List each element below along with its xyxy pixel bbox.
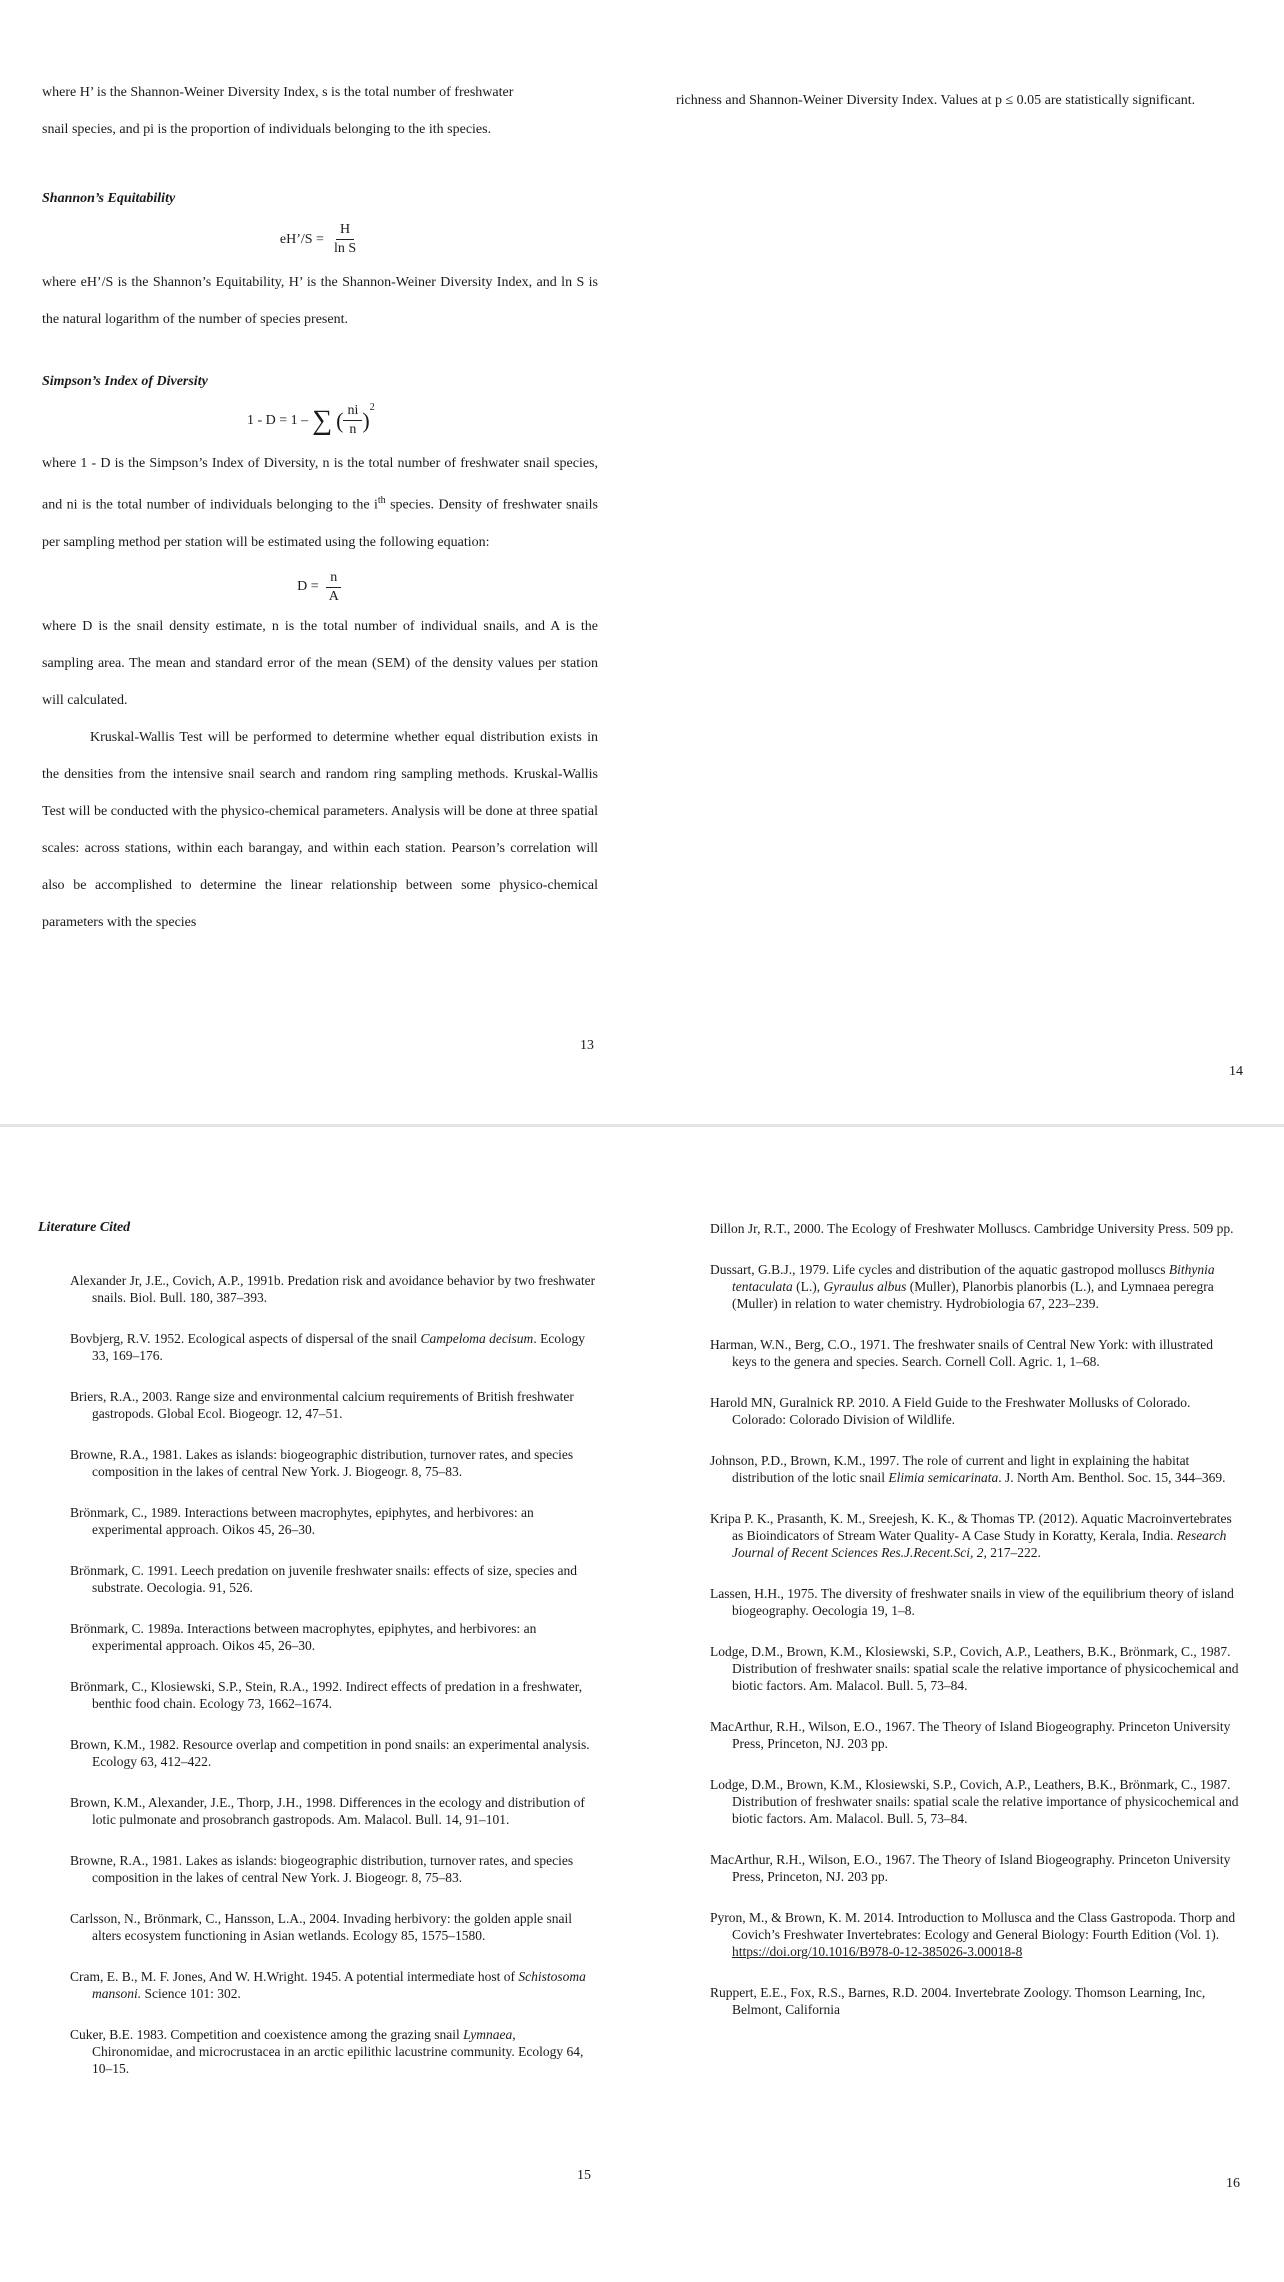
eq1-denominator: ln S	[333, 241, 357, 256]
reference-text: Brönmark, C., Klosiewski, S.P., Stein, R.A., 1992. Indirect effects of predation in a freshwater, benthic food chain. Ecology 73, 1662–1674.	[70, 1679, 583, 1711]
reference-entry	[70, 1968, 598, 2002]
reference-entry	[70, 1272, 598, 1306]
page-number-13: 13	[580, 1038, 594, 1053]
page-15	[38, 1220, 598, 2101]
reference-text: (L.),	[792, 1279, 824, 1294]
reference-entry	[710, 1394, 1240, 1428]
page-16	[710, 1220, 1240, 2042]
reference-text: Browne, R.A., 1981. Lakes as islands: biogeographic distribution, turnover rates, and species composition in the lakes of central New York. J. Biogeogr. 8, 75–83.	[70, 1447, 574, 1479]
reference-entry	[710, 1336, 1240, 1370]
equitability-equation	[42, 221, 598, 258]
reference-entry	[70, 1910, 598, 1944]
page-14-text: richness and Shannon-Weiner Diversity Index. Values at p ≤ 0.05 are statistically significant.	[676, 93, 1196, 108]
reference-text: Research Journal of Recent Sciences Res.J.Recent.Sci, 2,	[732, 1528, 1227, 1560]
reference-text: Lodge, D.M., Brown, K.M., Klosiewski, S.P., Covich, A.P., Leathers, B.K., Brönmark, C., 1987. Distribution of freshwater snails: spatial scale the relative importance of physicochemical and biotic factors. Am. Malacol. Bull. 5, 73–84.	[710, 1644, 1239, 1693]
spread-divider	[0, 1124, 1284, 1127]
reference-entry	[70, 1620, 598, 1654]
reference-text: Cram, E. B., M. F. Jones, And W. H.Wright. 1945. A potential intermediate host of	[70, 1969, 519, 1984]
eq2-fraction	[343, 402, 362, 439]
summation-symbol: ∑	[312, 404, 333, 436]
reference-text: Harman, W.N., Berg, C.O., 1971. The freshwater snails of Central New York: with illustrated keys to the genera and species. Search. Cornell Coll. Agric. 1, 1–68.	[710, 1337, 1214, 1369]
simpson-description	[42, 445, 598, 561]
reference-text: MacArthur, R.H., Wilson, E.O., 1967. The Theory of Island Biogeography. Princeton University Press, Princeton, NJ. 203 pp.	[710, 1719, 1231, 1751]
reference-text: Campeloma decisum	[420, 1331, 534, 1346]
reference-entry	[70, 2026, 598, 2077]
reference-text: 217–222.	[986, 1545, 1041, 1560]
open-paren: (	[336, 407, 344, 433]
eq2-numerator: ni	[343, 402, 362, 421]
reference-text: Johnson, P.D., Brown, K.M., 1997. The role of current and light in explaining the habitat distribution of the lotic snail	[710, 1453, 1190, 1485]
close-paren: )	[362, 407, 370, 433]
page-number-16: 16	[1226, 2176, 1240, 2191]
density-description: where D is the snail density estimate, n is the total number of individual snails, and A is the sampling area. The mean and standard error of the mean (SEM) of the density values per station will calculated.	[42, 618, 598, 708]
intro-line-1: where H’ is the Shannon-Weiner Diversity Index, s is the total number of freshwater	[42, 85, 514, 100]
reference-entry	[710, 1510, 1240, 1561]
eq1-numerator: H	[336, 221, 354, 240]
reference-text: Gyraulus albus	[823, 1279, 907, 1294]
reference-text: (Muller), Planorbis planorbis (L.), and Lymnaea peregra (Muller) in relation to water chemistry. Hydrobiologia 67, 223–239.	[732, 1279, 1214, 1311]
reference-text: Browne, R.A., 1981. Lakes as islands: biogeographic distribution, turnover rates, and species composition in the lakes of central New York. J. Biogeogr. 8, 75–83.	[70, 1853, 574, 1885]
reference-entry	[710, 1776, 1240, 1827]
reference-entry	[710, 1220, 1240, 1237]
reference-entry	[70, 1446, 598, 1480]
equitability-description: where eH’/S is the Shannon’s Equitability, H’ is the Shannon-Weiner Diversity Index, and ln S is the natural logarithm of the number of species present.	[42, 275, 598, 327]
simpson-desc-sup: th	[377, 495, 386, 506]
reference-entry	[70, 1562, 598, 1596]
reference-list-16	[710, 1220, 1240, 2018]
reference-text: Brönmark, C., 1989. Interactions between macrophytes, epiphytes, and herbivores: an experimental approach. Oikos 45, 26–30.	[70, 1505, 534, 1537]
simpson-title: Simpson’s Index of Diversity	[42, 374, 208, 389]
reference-text: Brönmark, C. 1989a. Interactions between macrophytes, epiphytes, and herbivores: an experimental approach. Oikos 45, 26–30.	[70, 1621, 537, 1653]
simpson-desc-a: where 1 - D is the Simpson’s Index of Diversity, n is the total number of freshwater snail species, and ni is the total number of individuals belonging to the i	[42, 456, 598, 513]
reference-text: Pyron, M., & Brown, K. M. 2014. Introduction to Mollusca and the Class Gastropoda. Thorp and Covich’s Freshwater Invertebrates: Ecology and General Biology: Fourth Edition (Vol. 1).	[710, 1910, 1236, 1942]
reference-entry	[70, 1388, 598, 1422]
reference-text: Ruppert, E.E., Fox, R.S., Barnes, R.D. 2004. Invertebrate Zoology. Thomson Learning, Inc, Belmont, California	[710, 1985, 1206, 2017]
page-number-14: 14	[1229, 1064, 1243, 1079]
kruskal-paragraph: Kruskal-Wallis Test will be performed to determine whether equal distribution exists in the densities from the intensive snail search and random ring sampling methods. Kruskal-Wallis Test will be conducted with the physico-chemical parameters. Analysis will be done at three spatial scales: across stations, within each barangay, and within each station. Pearson’s correlation will also be accomplished to determine the linear relationship between some physico-chemical parameters with the species	[42, 729, 598, 930]
reference-entry	[710, 1851, 1240, 1885]
page-number-15: 15	[577, 2168, 591, 2183]
reference-entry	[70, 1504, 598, 1538]
reference-entry	[710, 1643, 1240, 1694]
eq3-denominator: A	[328, 588, 339, 604]
reference-text: Brown, K.M., Alexander, J.E., Thorp, J.H., 1998. Differences in the ecology and distribution of lotic pulmonate and prosobranch gastropods. Am. Malacol. Bull. 14, 91–101.	[70, 1795, 585, 1827]
reference-text: Cuker, B.E. 1983. Competition and coexistence among the grazing snail	[70, 2027, 464, 2042]
reference-entry	[710, 1984, 1240, 2018]
bottom-spread	[0, 1128, 1284, 2282]
reference-text: . J. North Am. Benthol. Soc. 15, 344–369.	[998, 1470, 1226, 1485]
simpson-equation	[42, 402, 598, 439]
reference-entry	[70, 1330, 598, 1364]
eq3-lhs: D =	[297, 579, 319, 595]
reference-entry	[70, 1736, 598, 1770]
reference-list-15	[38, 1272, 598, 2077]
reference-entry	[710, 1909, 1240, 1960]
reference-text: Harold MN, Guralnick RP. 2010. A Field Guide to the Freshwater Mollusks of Colorado. Colorado: Colorado Division of Wildlife.	[710, 1395, 1191, 1427]
reference-text: Lymnaea	[463, 2027, 513, 2042]
reference-entry	[710, 1261, 1240, 1312]
page-13	[42, 82, 598, 941]
reference-entry	[70, 1794, 598, 1828]
eq2-lhs: 1 - D = 1 –	[247, 412, 309, 428]
eq3-numerator: n	[326, 569, 341, 588]
reference-text: Kripa P. K., Prasanth, K. M., Sreejesh, K. K., & Thomas TP. (2012). Aquatic Macroinvertebrates as Bioindicators of Stream Water Quality- A Case Study in Koratty, Kerala, India.	[710, 1511, 1232, 1543]
eq2-exponent: 2	[369, 402, 375, 413]
reference-entry	[70, 1678, 598, 1712]
reference-text: Dillon Jr, R.T., 2000. The Ecology of Freshwater Molluscs. Cambridge University Press. 509 pp.	[710, 1221, 1234, 1236]
density-equation	[42, 569, 598, 606]
page-14	[676, 82, 1246, 119]
reference-text: MacArthur, R.H., Wilson, E.O., 1967. The Theory of Island Biogeography. Princeton University Press, Princeton, NJ. 203 pp.	[710, 1852, 1231, 1884]
doi-link[interactable]: https://doi.org/10.1016/B978-0-12-385026-3.00018-8	[732, 1944, 1023, 1959]
reference-text: Schistosoma mansoni.	[92, 1969, 586, 2001]
eq1-fraction	[330, 221, 360, 258]
reference-entry	[710, 1585, 1240, 1619]
reference-text: Bovbjerg, R.V. 1952. Ecological aspects of dispersal of the snail	[70, 1331, 421, 1346]
reference-text: Carlsson, N., Brönmark, C., Hansson, L.A., 2004. Invading herbivory: the golden apple snail alters ecosystem functioning in Asian wetlands. Ecology 85, 1575–1580.	[70, 1911, 573, 1943]
reference-text: Dussart, G.B.J., 1979. Life cycles and distribution of the aquatic gastropod molluscs	[710, 1262, 1169, 1277]
reference-text: , Chironomidae, and microcrustacea in an arctic epilithic lacustrine community. Ecology 64, 10–15.	[92, 2027, 584, 2076]
reference-text: . Ecology 33, 169–176.	[92, 1331, 586, 1363]
equitability-title: Shannon’s Equitability	[42, 191, 176, 206]
eq2-denominator: n	[349, 422, 357, 437]
reference-text: Briers, R.A., 2003. Range size and environmental calcium requirements of British freshwater gastropods. Global Ecol. Biogeogr. 12, 47–51.	[70, 1389, 574, 1421]
reference-text: Brönmark, C. 1991. Leech predation on juvenile freshwater snails: effects of size, species and substrate. Oecologia. 91, 526.	[70, 1563, 577, 1595]
reference-text: Elimia semicarinata	[888, 1470, 999, 1485]
literature-cited-title: Literature Cited	[38, 1220, 131, 1235]
reference-entry	[70, 1852, 598, 1886]
reference-text: Lassen, H.H., 1975. The diversity of freshwater snails in view of the equilibrium theory of island biogeography. Oecologia 19, 1–8.	[710, 1586, 1234, 1618]
reference-text: Lodge, D.M., Brown, K.M., Klosiewski, S.P., Covich, A.P., Leathers, B.K., Brönmark, C., 1987. Distribution of freshwater snails: spatial scale the relative importance of physicochemical and biotic factors. Am. Malacol. Bull. 5, 73–84.	[710, 1777, 1239, 1826]
reference-text: Bithynia tentaculata	[732, 1262, 1215, 1294]
reference-text: Brown, K.M., 1982. Resource overlap and competition in pond snails: an experimental analysis. Ecology 63, 412–422.	[70, 1737, 590, 1769]
simpson-desc-b: species. Density of freshwater snails per sampling method per station will be estimated using the following equation:	[42, 497, 598, 550]
reference-entry	[710, 1452, 1240, 1486]
top-spread	[0, 0, 1284, 1128]
eq1-lhs: eH’/S =	[279, 231, 324, 247]
reference-text: Science 101: 302.	[141, 1986, 241, 2001]
intro-line-2: snail species, and pi is the proportion of individuals belonging to the ith species.	[42, 122, 492, 137]
reference-entry	[710, 1718, 1240, 1752]
reference-text: Alexander Jr, J.E., Covich, A.P., 1991b. Predation risk and avoidance behavior by two freshwater snails. Biol. Bull. 180, 387–393.	[70, 1273, 596, 1305]
eq3-fraction	[325, 569, 343, 606]
